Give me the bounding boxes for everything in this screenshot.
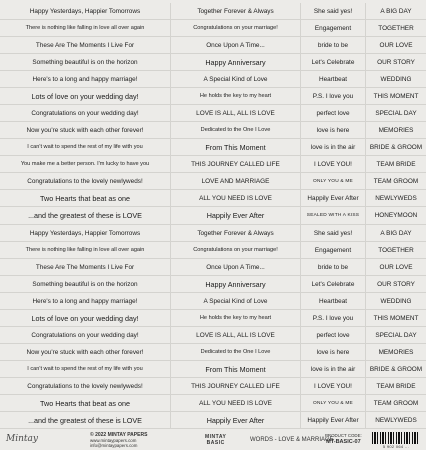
- phrase-sticker: She said yes!: [300, 3, 365, 20]
- phrase-sticker: Together Forever & Always: [170, 3, 300, 20]
- phrase-sticker: perfect love: [300, 105, 365, 122]
- phrase-sticker: ALL YOU NEED IS LOVE: [170, 190, 300, 207]
- phrase-sticker: Congratulations on your wedding day!: [31, 331, 139, 339]
- phrase-row: [0, 310, 426, 327]
- phrase-row: [0, 88, 426, 105]
- phrase-sticker: THIS MOMENT: [365, 310, 426, 327]
- phrase-row: [0, 412, 426, 429]
- phrase-sticker: ...and the greatest of these is LOVE: [28, 211, 142, 221]
- phrase-sticker: Happy Anniversary: [170, 54, 300, 71]
- phrase-sticker: Happily Ever After: [300, 412, 365, 429]
- phrase-row: [0, 361, 426, 378]
- email-text: info@mintaypapers.com: [90, 443, 138, 449]
- phrase-sticker: perfect love: [300, 327, 365, 344]
- phrase-sticker: A Special Kind of Love: [170, 293, 300, 310]
- phrase-sticker: From This Moment: [170, 139, 300, 156]
- phrase-sticker: Let's Celebrate: [300, 276, 365, 293]
- phrase-sticker: Something beautiful is on the horizon: [32, 59, 138, 67]
- phrase-sticker: ONLY YOU & ME: [300, 173, 365, 190]
- phrase-sticker: Heartbeat: [300, 293, 365, 310]
- phrase-sticker: bride to be: [300, 37, 365, 54]
- phrase-sticker: ...and the greatest of these is LOVE: [28, 415, 142, 425]
- phrase-sticker: NEWLYWEDS: [365, 412, 426, 429]
- phrase-sticker: ALL YOU NEED IS LOVE: [170, 395, 300, 412]
- product-code: MT-BASIC-07: [326, 439, 361, 445]
- phrase-sticker: LOVE IS ALL, ALL IS LOVE: [170, 327, 300, 344]
- phrase-row: [0, 3, 426, 20]
- phrase-sticker: Once Upon A Time...: [170, 37, 300, 54]
- phrase-sticker: There is nothing like falling in love all over again: [25, 246, 145, 253]
- phrase-row: [0, 293, 426, 310]
- phrase-sticker: Happy Yesterdays, Happier Tomorrows: [29, 229, 141, 237]
- phrase-sticker: TEAM BRIDE: [365, 378, 426, 395]
- brand-mark: [205, 434, 226, 446]
- phrase-sticker: OUR STORY: [365, 276, 426, 293]
- phrase-sticker: LOVE AND MARRIAGE: [170, 173, 300, 190]
- phrase-sticker: THIS JOURNEY CALLED LIFE: [170, 156, 300, 173]
- barcode-number: 5 902 064 ...: [382, 444, 410, 449]
- phrase-sticker: Happy Anniversary: [170, 276, 300, 293]
- phrase-sticker: Engagement: [300, 242, 365, 259]
- phrase-sticker: MEMORIES: [365, 344, 426, 361]
- phrase-sticker: Dedicated to the One I Love: [170, 344, 300, 361]
- copyright-block: [90, 433, 147, 449]
- phrase-sticker: Lots of love on your wedding day!: [31, 92, 139, 102]
- website-text: www.mintaypapers.com: [90, 438, 137, 444]
- phrase-sticker: P.S. I love you: [300, 88, 365, 105]
- phrase-sticker: I can't wait to spend the rest of my life with you: [27, 365, 143, 372]
- phrase-sticker: There is nothing like falling in love all over again: [25, 25, 145, 32]
- phrase-sticker: love is in the air: [300, 361, 365, 378]
- phrase-row: [0, 395, 426, 412]
- phrase-sticker: He holds the key to my heart: [170, 88, 300, 105]
- phrase-row: [0, 378, 426, 395]
- phrase-sticker: Happily Ever After: [300, 190, 365, 207]
- phrase-sticker: Together Forever & Always: [170, 225, 300, 242]
- phrase-sticker: Happily Ever After: [170, 207, 300, 224]
- phrase-sticker: love is here: [300, 122, 365, 139]
- phrase-sticker: THIS MOMENT: [365, 88, 426, 105]
- phrase-row: [0, 37, 426, 54]
- phrase-sticker: Congratulations to the lovely newlyweds!: [27, 178, 143, 186]
- phrase-row: [0, 173, 426, 190]
- phrase-row: [0, 225, 426, 242]
- phrase-row: [0, 327, 426, 344]
- phrase-sticker: Happy Yesterdays, Happier Tomorrows: [29, 8, 141, 15]
- phrase-sticker: These Are The Moments I Live For: [35, 42, 135, 50]
- phrase-sticker: Engagement: [300, 20, 365, 37]
- mintay-logo: Mintay: [6, 434, 38, 444]
- phrase-row: [0, 71, 426, 88]
- phrase-sticker: NEWLYWEDS: [365, 190, 426, 207]
- phrase-sticker: Here's to a long and happy marriage!: [32, 76, 138, 84]
- phrase-sticker: BRIDE & GROOM: [365, 361, 426, 378]
- phrase-sticker: WEDDING: [365, 71, 426, 88]
- phrase-sticker: I LOVE YOU!: [300, 156, 365, 173]
- phrase-sticker: Congratulations to the lovely newlyweds!: [27, 382, 143, 390]
- product-title: WORDS - LOVE & MARRIAGE: [250, 437, 334, 443]
- phrase-sticker: SPECIAL DAY: [365, 327, 426, 344]
- phrase-row: [0, 139, 426, 156]
- sheet-footer: [0, 430, 426, 450]
- phrase-sticker: He holds the key to my heart: [170, 310, 300, 327]
- phrase-sticker: She said yes!: [300, 225, 365, 242]
- phrase-sticker: Dedicated to the One I Love: [170, 122, 300, 139]
- phrase-row: [0, 122, 426, 139]
- phrase-sticker: HONEYMOON: [365, 207, 426, 224]
- phrase-sticker: A Special Kind of Love: [170, 71, 300, 88]
- phrase-row: [0, 105, 426, 122]
- phrase-sticker: BRIDE & GROOM: [365, 139, 426, 156]
- product-code-block: [325, 433, 362, 445]
- phrase-sticker: A BIG DAY: [365, 225, 426, 242]
- phrase-row: [0, 54, 426, 71]
- barcode-icon: [372, 432, 420, 444]
- phrase-sticker: Happily Ever After: [170, 412, 300, 429]
- phrase-sticker: Two Hearts that beat as one: [40, 194, 130, 204]
- copyright-text: © 2022 MINTAY PAPERS: [90, 432, 148, 438]
- phrase-sticker: Congratulations on your marriage!: [170, 242, 300, 259]
- phrase-sticker: TOGETHER: [365, 242, 426, 259]
- phrase-row: [0, 156, 426, 173]
- phrase-sticker: TEAM GROOM: [365, 173, 426, 190]
- product-code-label: PRODUCT CODE:: [325, 433, 362, 438]
- phrase-row: [0, 276, 426, 293]
- phrase-sticker: WEDDING: [365, 293, 426, 310]
- phrase-row: [0, 207, 426, 224]
- phrase-sticker: ONLY YOU & ME: [300, 395, 365, 412]
- phrase-sticker: I LOVE YOU!: [300, 378, 365, 395]
- phrase-sticker: P.S. I love you: [300, 310, 365, 327]
- phrase-sticker: OUR STORY: [365, 54, 426, 71]
- phrase-sticker: LOVE IS ALL, ALL IS LOVE: [170, 105, 300, 122]
- phrase-sticker: TEAM GROOM: [365, 395, 426, 412]
- phrase-sticker: Heartbeat: [300, 71, 365, 88]
- phrase-sticker: SPECIAL DAY: [365, 105, 426, 122]
- phrase-sticker: You make me a better person. I'm lucky to have you: [20, 161, 150, 168]
- phrase-row: [0, 190, 426, 207]
- phrase-sticker: OUR LOVE: [365, 37, 426, 54]
- phrase-sticker: bride to be: [300, 259, 365, 276]
- phrase-grid: [0, 3, 426, 429]
- phrase-sticker: A BIG DAY: [365, 3, 426, 20]
- phrase-row: [0, 242, 426, 259]
- phrase-row: [0, 259, 426, 276]
- brand-line-1: MINTAY: [205, 434, 227, 440]
- brand-line-2: BASIC: [206, 440, 225, 446]
- phrase-sticker: OUR LOVE: [365, 259, 426, 276]
- phrase-sticker: Here's to a long and happy marriage!: [32, 297, 138, 305]
- phrase-sticker: SEALED WITH A KISS: [300, 207, 365, 224]
- phrase-sticker: From This Moment: [170, 361, 300, 378]
- phrase-sticker: love is here: [300, 344, 365, 361]
- phrase-sticker: Congratulations on your marriage!: [170, 20, 300, 37]
- phrase-sticker: Something beautiful is on the horizon: [32, 280, 138, 288]
- phrase-sticker: Lots of love on your wedding day!: [31, 313, 139, 323]
- phrase-sticker: TOGETHER: [365, 20, 426, 37]
- phrase-sticker: THIS JOURNEY CALLED LIFE: [170, 378, 300, 395]
- phrase-sticker: MEMORIES: [365, 122, 426, 139]
- phrase-row: [0, 344, 426, 361]
- phrase-sticker: These Are The Moments I Live For: [35, 263, 135, 271]
- phrase-sticker: TEAM BRIDE: [365, 156, 426, 173]
- phrase-sticker: Now you're stuck with each other forever!: [26, 127, 144, 135]
- phrase-sticker: I can't wait to spend the rest of my life with you: [27, 144, 143, 151]
- phrase-sticker: Congratulations on your wedding day!: [31, 110, 139, 118]
- phrase-sticker: Now you're stuck with each other forever!: [26, 348, 144, 356]
- phrase-sticker: love is in the air: [300, 139, 365, 156]
- phrase-sticker: Two Hearts that beat as one: [40, 398, 130, 408]
- phrase-row: [0, 20, 426, 37]
- phrase-sticker: Once Upon A Time...: [170, 259, 300, 276]
- phrase-sticker: Let's Celebrate: [300, 54, 365, 71]
